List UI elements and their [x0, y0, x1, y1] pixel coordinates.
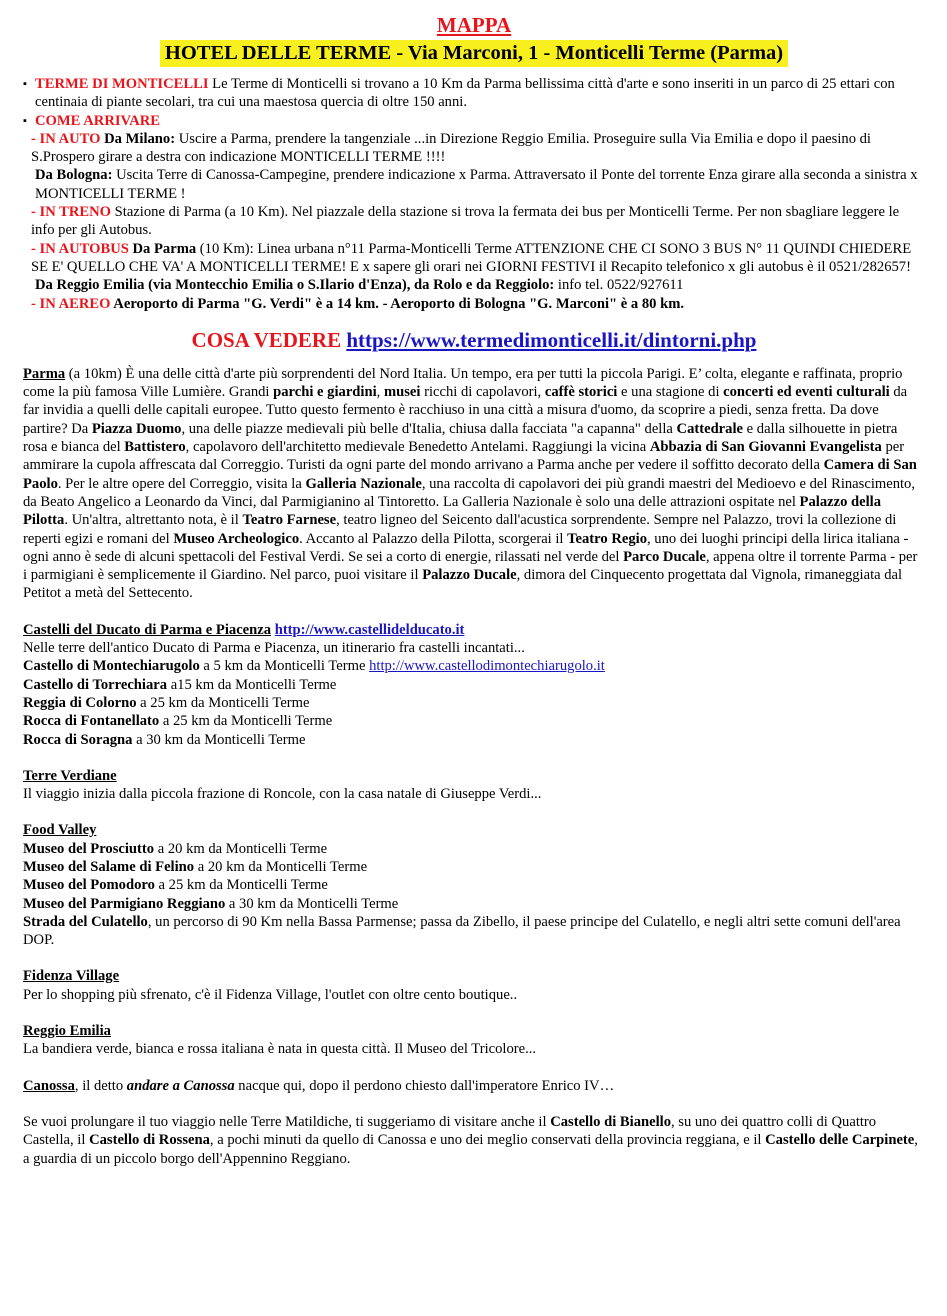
strada-culatello: [23, 913, 925, 950]
parma-text: , teatro ligneo del Seicento dall'acustica sorprendente. Sempre nel Palazzo, trovi la collezione di reperti egizi e romani del: [23, 512, 897, 547]
auto-milano-paragraph: [23, 130, 925, 167]
parma-text: . Per le altre opere del Correggio, visita la: [57, 475, 306, 492]
reggio-text: La bandiera verde, bianca e rossa italiana è nata in questa città. Il Museo del Tricolore...: [23, 1041, 537, 1058]
hotel-subtitle: HOTEL DELLE TERME - Via Marconi, 1 - Monticelli Terme (Parma): [160, 40, 788, 67]
castle-distance: a 25 km da Monticelli Terme: [136, 694, 310, 711]
cosa-vedere-label: COSA VEDERE: [191, 327, 342, 352]
parma-bold: caffè storici: [544, 384, 618, 401]
castle-name: Rocca di Fontanellato: [23, 713, 160, 730]
autobus-parma-label: Da Parma: [132, 240, 197, 257]
auto-bologna-text: Uscita Terre di Canossa-Campegine, prendere indicazione x Parma. Attraversato il Ponte del torrente Enza girare alla seconda a sinistra x MONTICELLI TERME !: [35, 167, 918, 202]
parma-bold: Abbazia di San Giovanni Evangelista: [649, 439, 882, 456]
parma-bold: Museo Archeologico: [173, 530, 300, 547]
parma-bold: parchi e giardini: [273, 384, 377, 401]
verdiane-text: Il viaggio inizia dalla piccola frazione di Roncole, con la casa natale di Giuseppe Verdi...: [23, 786, 542, 803]
castle-name: Rocca di Soragna: [23, 731, 133, 748]
autobus-text: (10 Km): Linea urbana n°11 Parma-Monticelli Terme ATTENZIONE CHE CI SONO 3 BUS N° 11 QUINDI CHIEDERE SE E' QUELLO CHE VA' A MONTICELLI TERME! E x sapere gli orari nei GIORNI FESTIVI il Recapito telefonico x gli autobus è il 0521/282657!: [31, 240, 912, 275]
castle-distance: a15 km da Monticelli Terme: [167, 676, 337, 693]
museum-name: Museo del Parmigiano Reggiano: [23, 895, 226, 912]
parma-bold: Palazzo della Pilotta: [23, 493, 882, 529]
matildiche-text: , a pochi minuti da quello di Canossa e uno dei meglio conservati della provincia reggiana, e il: [209, 1132, 766, 1149]
verdiane-section: [23, 767, 925, 804]
canossa-name: Canossa: [23, 1077, 75, 1094]
museum-distance: a 20 km da Monticelli Terme: [194, 858, 368, 875]
cosa-vedere-heading: [23, 327, 925, 353]
come-arrivare-heading: [23, 112, 925, 130]
hotel-header: [23, 40, 925, 67]
parma-bold: Parco Ducale: [623, 548, 706, 565]
parma-bold: Palazzo Ducale: [422, 567, 517, 584]
parma-text: , uno dei luoghi principi della lirica italiana - ogni anno è sede di alcuni spettacoli del Festival Verdi. Se sei a corto di energie, rilassati nel verde del: [23, 530, 909, 565]
parma-text: (a 10km) È una delle città d'arte più sorprendenti del Nord Italia. Un tempo, era per tutti la piccola Parigi. E’ colta, elegante e raffinata, proprio come la più famosa Ville Lumière. Grandi: [23, 365, 903, 401]
list-item: [23, 895, 925, 913]
aereo-label: - IN AEREO: [31, 295, 111, 312]
canossa-text: nacque qui, dopo il perdono chiesto dall'imperatore Enrico IV…: [234, 1077, 615, 1094]
canossa-saying: andare a Canossa: [126, 1077, 235, 1094]
castelli-intro: Nelle terre dell'antico Ducato di Parma e Piacenza, un itinerario fra castelli incantati...: [23, 640, 525, 657]
museum-name: Museo del Prosciutto: [23, 840, 155, 857]
parma-bold: Galleria Nazionale: [305, 475, 422, 492]
autobus-reggio-label: Da Reggio Emilia (via Montecchio Emilia o S.Ilario d'Enza), da Rolo e da Reggiolo:: [35, 277, 555, 294]
castelli-title: Castelli del Ducato di Parma e Piacenza: [23, 621, 272, 638]
castle-distance: a 30 km da Monticelli Terme: [132, 731, 306, 748]
parma-text: ,: [376, 384, 384, 401]
parma-text: e una stagione di: [617, 384, 724, 401]
strada-name: Strada del Culatello: [23, 913, 148, 930]
castle-distance: a 5 km da Monticelli Terme: [199, 658, 370, 675]
food-title: Food Valley: [23, 822, 97, 839]
matildiche-text: , a guardia di un piccolo borgo dell'Appennino Reggiano.: [23, 1132, 918, 1167]
terme-text: Le Terme di Monticelli si trovano a 10 Km da Parma bellissima città d'arte e sono inseriti in un parco di 25 ettari con centinaia di piante secolari, tra cui una maestosa quercia di oltre 150 anni.: [35, 76, 895, 111]
fidenza-text: Per lo shopping più sfrenato, c'è il Fidenza Village, l'outlet con oltre cento boutique..: [23, 986, 518, 1003]
matildiche-text: Se vuoi prolungare il tuo viaggio nelle Terre Matildiche, ti suggeriamo di visitare anche il: [23, 1113, 551, 1130]
canossa-paragraph: [23, 1077, 925, 1095]
aereo-paragraph: [23, 295, 925, 313]
auto-bologna-label: Da Bologna:: [35, 167, 113, 184]
matildiche-paragraph: [23, 1113, 925, 1168]
list-item: [23, 712, 925, 730]
reggio-title: Reggio Emilia: [23, 1023, 111, 1040]
terme-paragraph: [23, 75, 925, 112]
museum-distance: a 30 km da Monticelli Terme: [225, 895, 399, 912]
list-item: [23, 694, 925, 712]
parma-bold: Battistero: [124, 439, 186, 456]
matildiche-text: , su uno dei quattro colli di Quattro Castella, il: [23, 1113, 877, 1149]
autobus-reggio-paragraph: [23, 276, 925, 294]
list-item: [23, 657, 925, 675]
castelli-link[interactable]: http://www.castellidelducato.it: [274, 621, 465, 638]
museum-name: Museo del Salame di Felino: [23, 858, 195, 875]
autobus-paragraph: [23, 240, 925, 277]
aereo-text: Aeroporto di Parma "G. Verdi" è a 14 km. - Aeroporto di Bologna "G. Marconi" è a 80 km.: [110, 295, 685, 312]
autobus-label: - IN AUTOBUS: [31, 240, 129, 257]
parma-text: , una delle piazze medievali più belle d'Italia, chiusa dalla facciata "a capanna" della: [181, 420, 677, 437]
parma-text: e dalla silhouette in pietra rosa e bianca del: [23, 420, 898, 456]
parma-text: , dimora del Cinquecento progettata dal Vignola, rimaneggiata dal Petitot a metà del Settecento.: [23, 567, 903, 602]
canossa-text: , il detto: [74, 1077, 127, 1094]
museum-distance: a 20 km da Monticelli Terme: [154, 840, 328, 857]
parma-text: da far invidia a quelli delle capitali europee. Tutto questo fermento è racchiuso in una città a misura d'uomo, da scoprire a piedi, senza fretta. Da dove partire? Da: [23, 384, 908, 437]
parma-text: , appena oltre il torrente Parma - per i parmigiani è semplicemente il Giardino. Nel parco, puoi visitare il: [23, 548, 918, 584]
castelli-heading: [23, 621, 925, 639]
reggio-section: [23, 1022, 925, 1059]
parma-text: ricchi di capolavori,: [420, 384, 545, 401]
parma-bold: Teatro Farnese: [242, 512, 337, 529]
fidenza-section: [23, 967, 925, 1004]
montechiarugolo-link[interactable]: http://www.castellodimontechiarugolo.it: [369, 658, 605, 675]
strada-text: , un percorso di 90 Km nella Bassa Parmense; passa da Zibello, il paese principe del Culatello, e negli altri sette comuni dell'area DOP.: [23, 913, 901, 949]
list-item: [23, 876, 925, 894]
autobus-reggio-text: info tel. 0522/927611: [554, 277, 684, 294]
list-item: [23, 840, 925, 858]
castle-name: Castello di Rossena: [89, 1132, 210, 1149]
list-item: [23, 676, 925, 694]
page-title: [23, 12, 925, 38]
verdiane-title: Terre Verdiane: [23, 767, 117, 784]
parma-bold: musei: [383, 384, 421, 401]
parma-text: per ammirare la cupola affrescata dal Correggio. Turisti da ogni parte del mondo arrivano a Parma anche per vedere il soffitto decorato della: [23, 439, 905, 474]
fidenza-title: Fidenza Village: [23, 968, 120, 985]
parma-name: Parma: [23, 365, 66, 382]
auto-label: - IN AUTO: [31, 130, 101, 147]
castle-name: Castello delle Carpinete: [765, 1132, 915, 1149]
parma-text: . Accanto al Palazzo della Pilotta, scorgerai il: [299, 530, 568, 547]
parma-paragraph: [23, 365, 925, 603]
castle-name: Castello di Torrechiara: [23, 676, 168, 693]
come-arrivare-label: COME ARRIVARE: [35, 112, 161, 129]
mappa-title: MAPPA: [436, 13, 512, 37]
treno-label: - IN TRENO: [31, 204, 112, 221]
parma-bold: Camera di San Paolo: [23, 457, 917, 492]
parma-bold: Piazza Duomo: [91, 420, 182, 437]
treno-text: Stazione di Parma (a 10 Km). Nel piazzale della stazione si trova la fermata dei bus per Monticelli Terme. Per non sbagliare leggere le info per gli Autobus.: [31, 204, 900, 239]
treno-paragraph: [23, 203, 925, 240]
list-item: [23, 858, 925, 876]
parma-bold: concerti ed eventi culturali: [723, 384, 890, 401]
parma-text: . Un'altra, altrettanto nota, è il: [64, 512, 243, 529]
dintorni-link[interactable]: https://www.termedimonticelli.it/dintorni.php: [346, 327, 757, 352]
castle-name: Castello di Montechiarugolo: [23, 658, 200, 675]
auto-milano-text: Uscire a Parma, prendere la tangenziale ...in Direzione Reggio Emilia. Proseguire sulla Via Emilia e dopo il paesino di S.Prospero girare a destra con indicazione MONTICELLI TERME !!!!: [31, 130, 871, 166]
auto-milano-label: Da Milano:: [104, 130, 176, 147]
castelli-section: [23, 621, 925, 749]
museum-name: Museo del Pomodoro: [23, 877, 155, 894]
parma-bold: Cattedrale: [676, 420, 743, 437]
castle-name: Castello di Bianello: [550, 1113, 671, 1130]
terme-label: TERME DI MONTICELLI: [35, 76, 209, 92]
list-item: [23, 731, 925, 749]
castle-name: Reggia di Colorno: [23, 694, 137, 711]
parma-text: , una raccolta di capolavori dei più grandi maestri del Medioevo e del Rinascimento, da Beato Angelico a Leonardo da Vinci, dal Parmigianino al Tintoretto. La Galleria Nazionale è solo una delle attrazioni ospitate nel: [23, 475, 915, 510]
auto-bologna-paragraph: [23, 166, 925, 203]
museum-distance: a 25 km da Monticelli Terme: [154, 877, 328, 894]
food-section: [23, 821, 925, 949]
parma-bold: Teatro Regio: [567, 530, 647, 547]
parma-text: , capolavoro dell'architetto medievale Benedetto Antelami. Raggiungi la vicina: [185, 439, 650, 456]
castle-distance: a 25 km da Monticelli Terme: [159, 713, 333, 730]
